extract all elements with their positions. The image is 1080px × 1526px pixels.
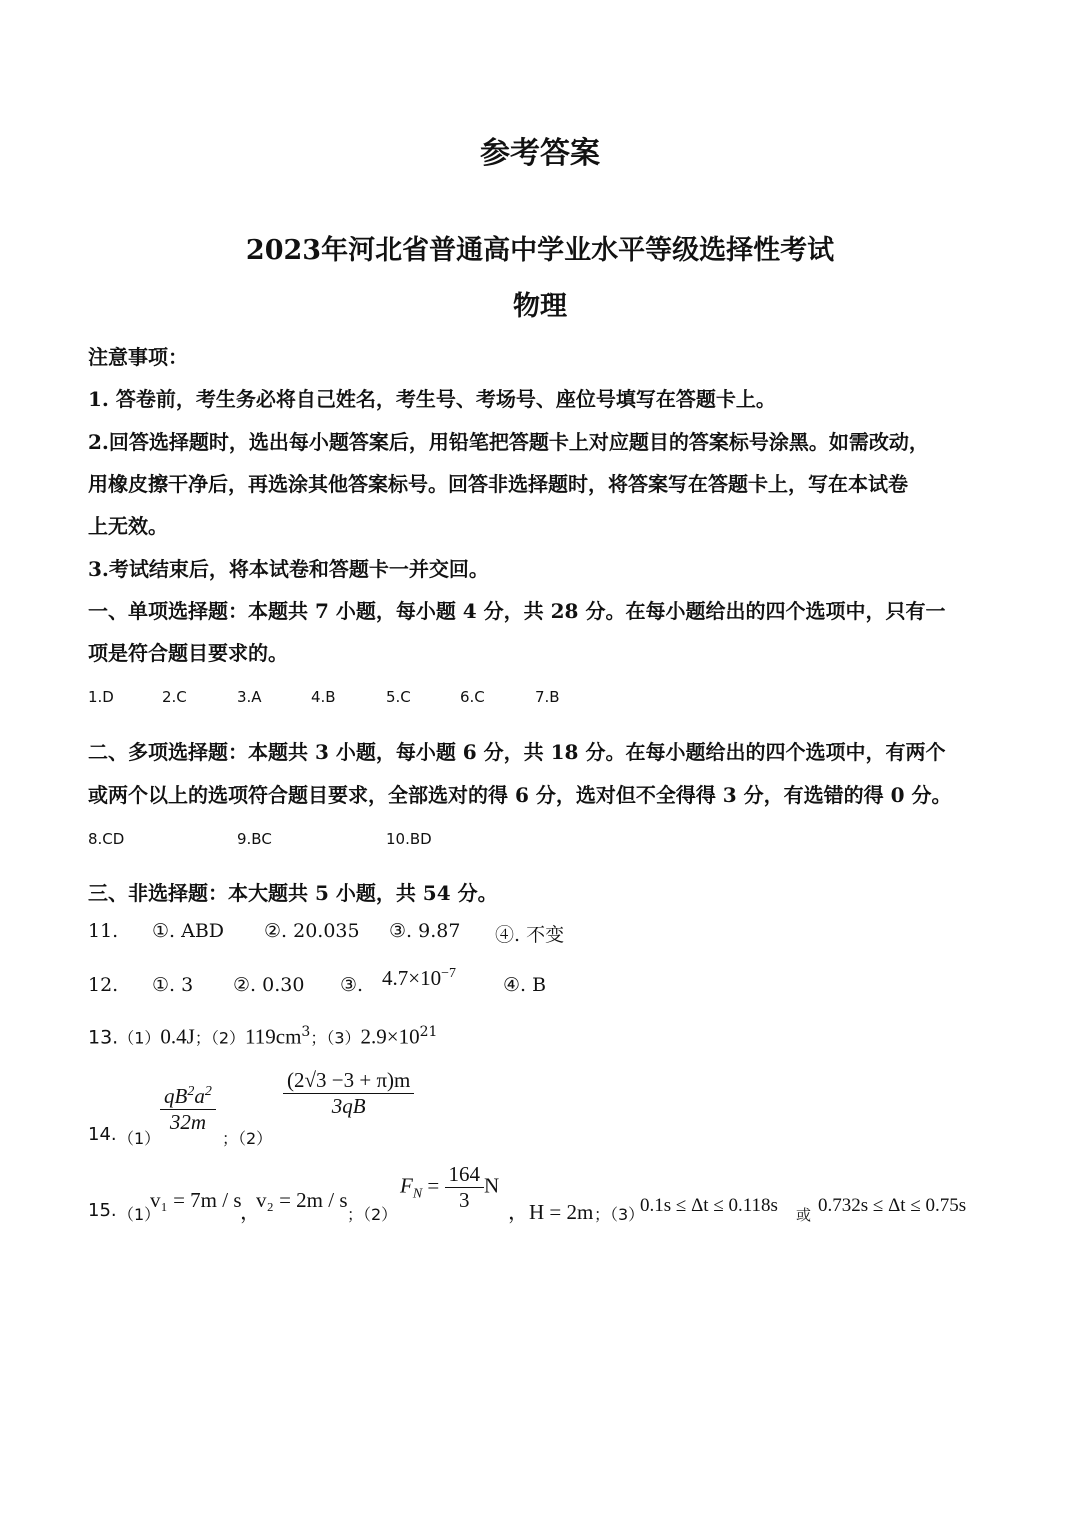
q14-part1-label: （1） — [118, 1129, 161, 1148]
q15-part2-label: ；（2） — [347, 1205, 398, 1224]
q15-separator: ， — [240, 1200, 261, 1224]
notes-heading: 注意事项： — [88, 345, 188, 369]
note-line: 1. 答卷前，考生务必将自己姓名，考生号、考场号、座位号填写在答题卡上。 — [88, 387, 776, 411]
subject-title: 物理 — [513, 291, 567, 322]
q15-normal-force: $F_N$ = $\frac{164}{3}$ N — [400, 1162, 500, 1212]
section3-heading: 三、非选择题：本大题共 5 小题，共 54 分。 — [88, 881, 498, 905]
q15-range-1: 0.1s ≤ Δt ≤ 0.118s — [640, 1195, 778, 1216]
question-15-number: 15. — [88, 1200, 117, 1221]
q15-part3-label: ；（3） — [594, 1205, 645, 1224]
q12-answer-value: $4.7\times 10^{-7}$ — [382, 966, 456, 990]
q15-or: 或 — [796, 1206, 812, 1224]
note-line: 2.回答选择题时，选出每小题答案后，用铅笔把答题卡上对应题目的答案标号涂黑。如需改动， — [88, 430, 929, 454]
q15-range-2: 0.732s ≤ Δt ≤ 0.75s — [818, 1195, 967, 1216]
answer-item: 8.CD — [88, 830, 125, 848]
q11-answer: ②. 20.035 — [264, 920, 360, 942]
answer-item: 3.A — [237, 688, 262, 706]
q12-answer: ①. 3 — [152, 974, 194, 996]
note-line: 上无效。 — [88, 514, 168, 538]
q15-v2: v₂ = 2m / s — [256, 1188, 348, 1212]
answer-item: 1.D — [88, 688, 114, 706]
q15-v1: v₁ = 7m / s — [150, 1188, 242, 1212]
answer-item: 5.C — [386, 688, 411, 706]
q11-answer: ①. ABD — [152, 920, 225, 942]
answer-item: 6.C — [460, 688, 485, 706]
note-line: 用橡皮擦干净后，再选涂其他答案标号。回答非选择题时，将答案写在答题卡上，写在本试卷 — [88, 472, 908, 496]
question-12-number: 12. — [88, 974, 119, 996]
answer-item: 7.B — [535, 688, 560, 706]
answer-item: 10.BD — [386, 830, 432, 848]
q12-answer: ④. B — [503, 974, 547, 996]
q15-height: ，H = 2m — [508, 1200, 594, 1224]
section1-heading-cont: 项是符合题目要求的。 — [88, 641, 288, 665]
question-14-number: 14. — [88, 1124, 117, 1145]
q12-answer: ②. 0.30 — [233, 974, 305, 996]
note-line: 3.考试结束后，将本试卷和答题卡一并交回。 — [88, 557, 489, 581]
exam-title: 2023年河北省普通高中学业水平等级选择性考试 — [245, 235, 835, 266]
q14-part2-label: ；（2） — [222, 1129, 273, 1148]
answer-item: 9.BC — [237, 830, 272, 848]
page-title: 参考答案 — [480, 136, 600, 171]
answer-item: 4.B — [311, 688, 336, 706]
q11-answer: ③. 9.87 — [389, 920, 461, 942]
q15-part1-label: （1） — [118, 1205, 161, 1224]
q14-fraction-2: $\frac{(2√3 -3 + \pi)m}{3qB}$ — [283, 1068, 414, 1119]
q14-fraction-1: $\frac{qB^2a^2}{32m}$ — [160, 1084, 216, 1135]
q11-answer: ④. 不变 — [495, 924, 565, 946]
section2-heading: 二、多项选择题：本题共 3 小题，每小题 6 分，共 18 分。在每小题给出的四个选项中，有两个 — [88, 740, 946, 764]
question-number: 13. — [88, 1026, 119, 1049]
question-11-number: 11. — [88, 920, 119, 942]
section1-heading: 一、单项选择题：本题共 7 小题，每小题 4 分，共 28 分。在每小题给出的四个选项中，只有一 — [88, 599, 946, 623]
question-13-row: 13.（1）0.4J；$(2)119cm^3$；$(3)2.9\times 10^{21}$ — [88, 1024, 438, 1049]
q12-answer: ③. — [340, 974, 364, 996]
section2-heading-cont: 或两个以上的选项符合题目要求，全部选对的得 6 分，选对但不全得得 3 分，有选错的得 0 分。 — [88, 783, 952, 807]
answer-item: 2.C — [162, 688, 187, 706]
